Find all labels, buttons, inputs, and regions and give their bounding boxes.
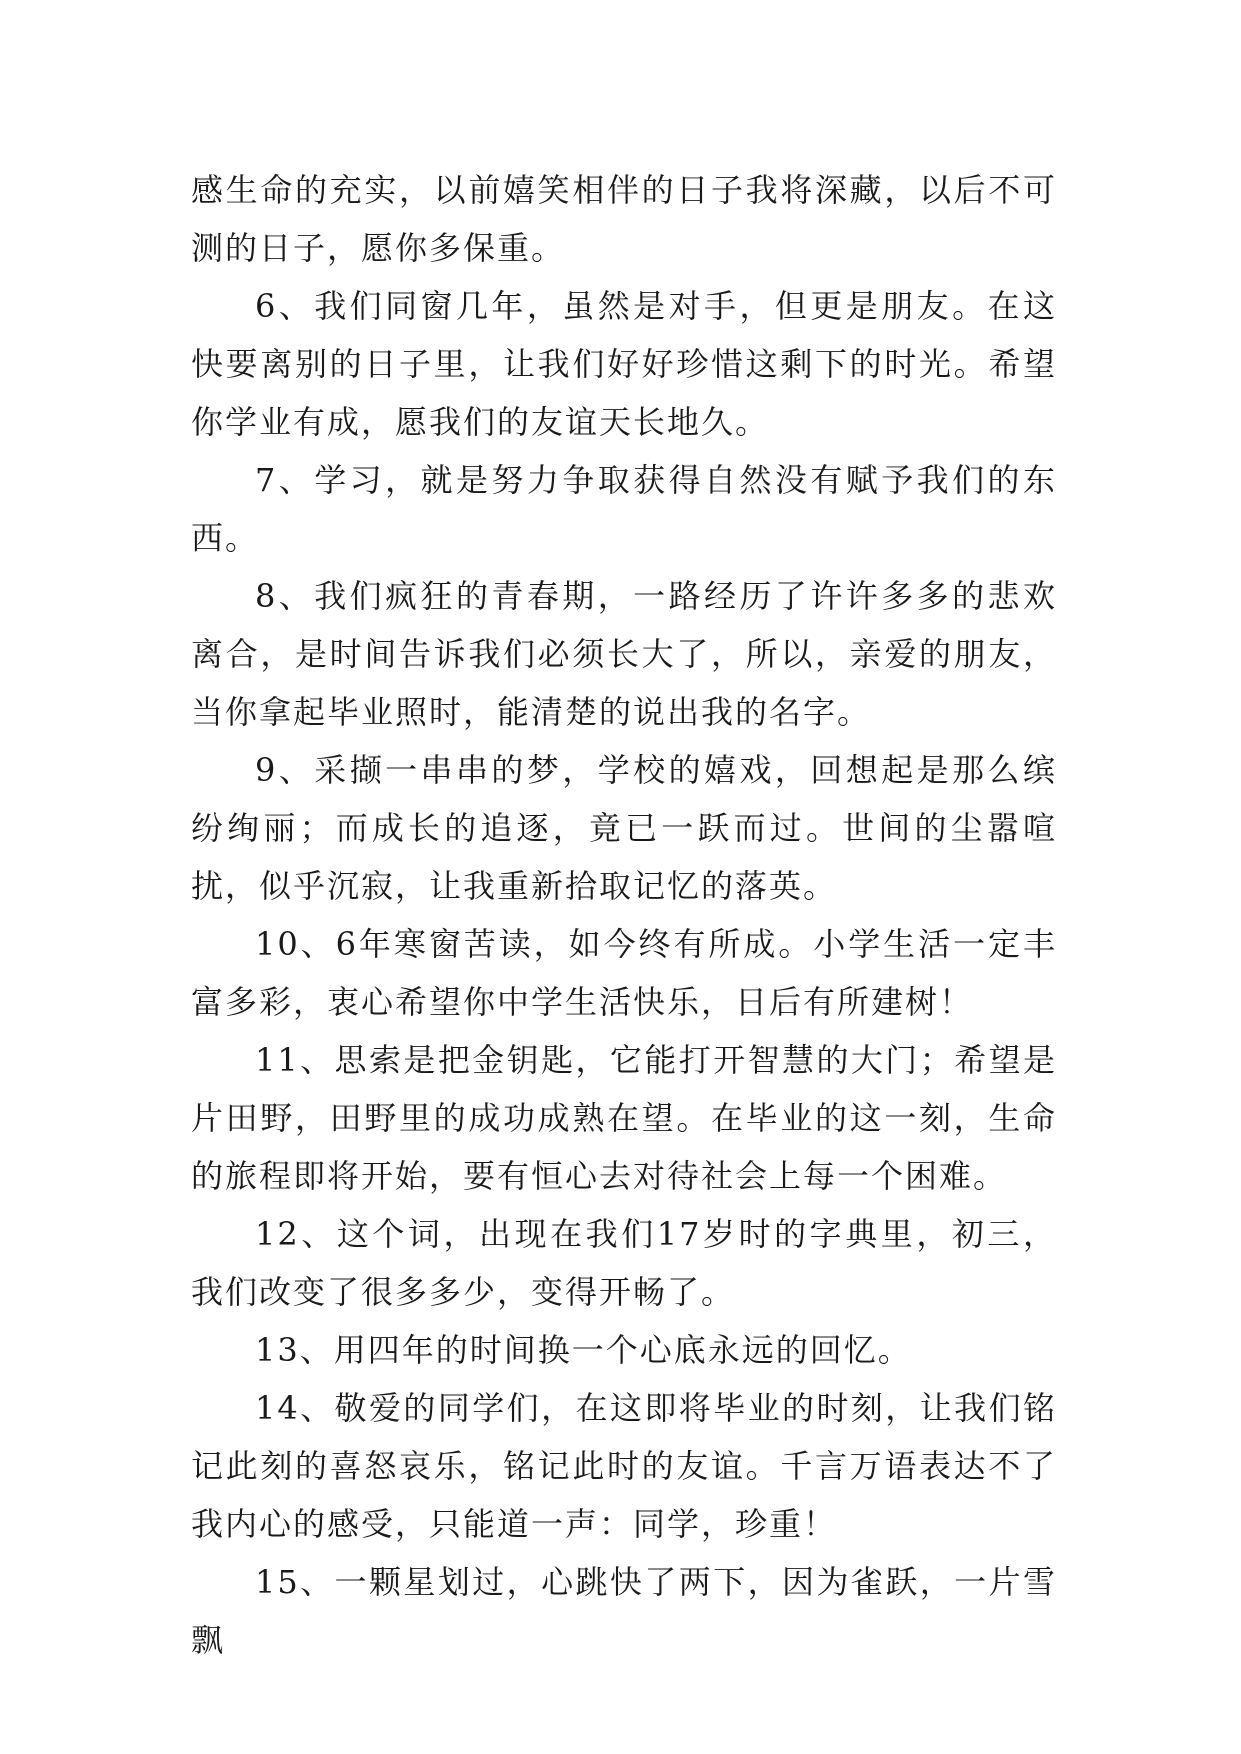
paragraph-item-7: 7、学习，就是努力争取获得自然没有赋予我们的东西。 — [191, 461, 1057, 557]
paragraph-item-14: 14、敬爱的同学们，在这即将毕业的时刻，让我们铭记此刻的喜怒哀乐，铭记此时的友谊。千言万语表达不了我内心的感受，只能道一声：同学，珍重！ — [191, 1389, 1057, 1543]
document-body — [191, 161, 1057, 1669]
paragraph-item-9: 9、采撷一串串的梦，学校的嬉戏，回想起是那么缤纷绚丽；而成长的追逐，竟已一跃而过。世间的尘嚣喧扰，似乎沉寂，让我重新拾取记忆的落英。 — [191, 751, 1057, 905]
paragraph-item-10: 10、6年寒窗苦读，如今终有所成。小学生活一定丰富多彩，衷心希望你中学生活快乐，日后有所建树！ — [191, 925, 1057, 1021]
paragraph-item-15: 15、一颗星划过，心跳快了两下，因为雀跃，一片雪飘 — [191, 1563, 1057, 1659]
paragraph-item-13: 13、用四年的时间换一个心底永远的回忆。 — [255, 1331, 912, 1369]
paragraph-item-8: 8、我们疯狂的青春期，一路经历了许许多多的悲欢离合，是时间告诉我们必须长大了，所以，亲爱的朋友，当你拿起毕业照时，能清楚的说出我的名字。 — [191, 577, 1057, 731]
paragraph-item-11: 11、思索是把金钥匙，它能打开智慧的大门；希望是片田野，田野里的成功成熟在望。在毕业的这一刻，生命的旅程即将开始，要有恒心去对待社会上每一个困难。 — [191, 1041, 1057, 1195]
paragraph-continuation: 感生命的充实，以前嬉笑相伴的日子我将深藏，以后不可测的日子，愿你多保重。 — [191, 171, 1057, 267]
paragraph-item-12: 12、这个词，出现在我们17岁时的字典里，初三，我们改变了很多多少，变得开畅了。 — [191, 1215, 1057, 1311]
paragraph-item-6: 6、我们同窗几年，虽然是对手，但更是朋友。在这快要离别的日子里，让我们好好珍惜这剩下的时光。希望你学业有成，愿我们的友谊天长地久。 — [191, 287, 1057, 441]
